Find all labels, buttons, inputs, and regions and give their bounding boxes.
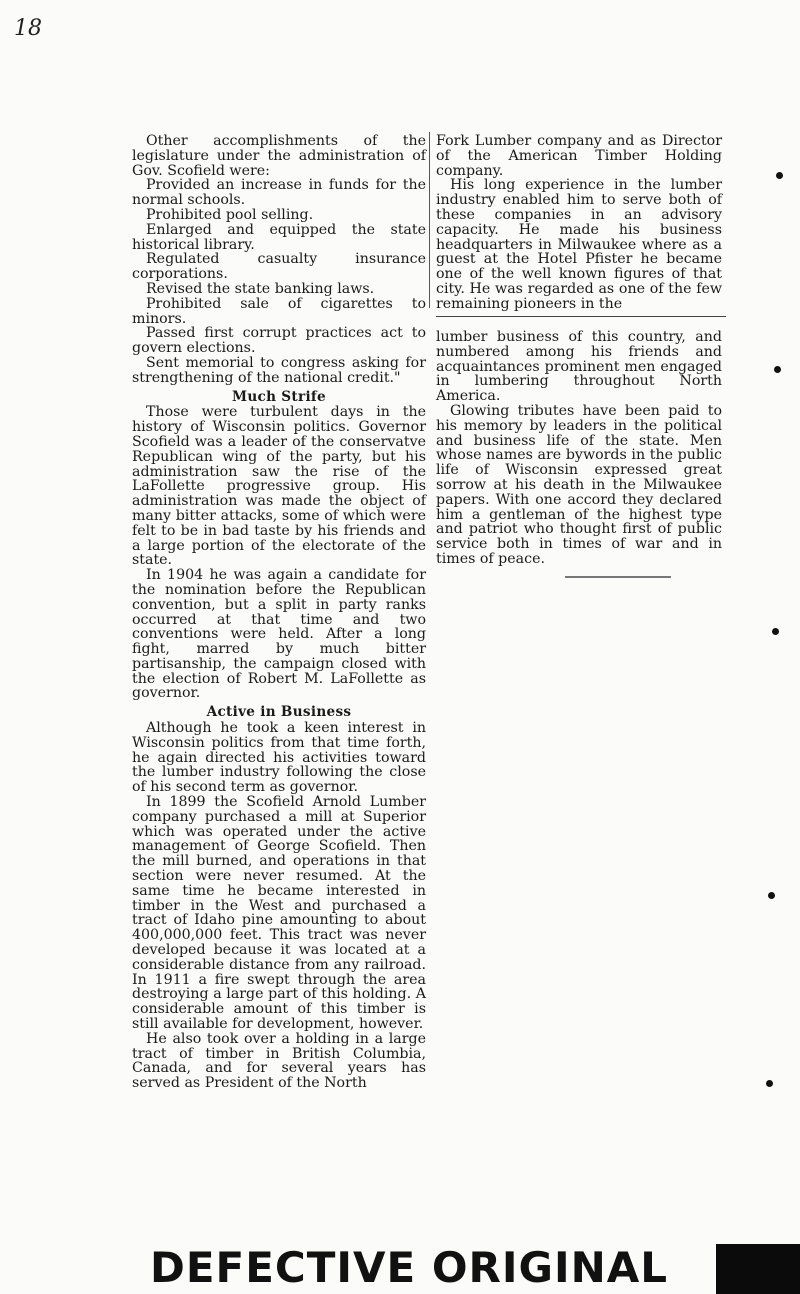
article-paragraph: In 1904 he was again a candidate for the nomination before the Republican convention, but a split in party ranks occurred at that time and two conventions were held. After a long fight, marred by much bitter partisanship, the campaign closed with the election of Robert M. LaFollette as governor. [132, 567, 426, 702]
list-item: Provided an increase in funds for the normal schools. [132, 177, 426, 209]
article-paragraph: Those were turbulent days in the history of Wisconsin politics. Governor Scofield was a leader of the conservatve Republican wing of the party, but his administration saw the rise of the LaFollette progressive group. His administration was made the object of many bitter attacks, some of which were felt to be in bad taste by his friends and a large portion of the electorate of the state. [132, 404, 426, 569]
list-item: Prohibited pool selling. [146, 206, 314, 223]
list-item: Revised the state banking laws. [146, 280, 375, 297]
list-item: Passed first corrupt practices act to govern elections. [132, 325, 426, 357]
list-item: Regulated casualty insurance corporations. [132, 251, 426, 283]
article-paragraph: Although he took a keen interest in Wisconsin politics from that time forth, he again directed his activities toward the lumber industry following the close of his second term as governor. [132, 720, 426, 796]
column-divider [429, 132, 430, 308]
article-column-left [132, 134, 426, 1091]
ink-speck [772, 628, 779, 635]
article-column-right-bottom [436, 330, 722, 567]
article-paragraph: Fork Lumber company and as Director of the American Timber Holding company. [436, 133, 722, 179]
subheading-active-in-business: Active in Business [206, 704, 352, 721]
list-item: Prohibited sale of cigarettes to minors. [132, 295, 426, 327]
stamp-black-block [716, 1244, 800, 1294]
end-rule [565, 576, 671, 578]
page-number: 18 [14, 16, 42, 41]
ink-speck [776, 172, 783, 179]
article-paragraph: In 1899 the Scofield Arnold Lumber company purchased a mill at Superior which was operated under the active management of George Scofield. Then the mill burned, and operations in that section were never resumed. At the same time he became interested in timber in the West and purchased a tract of Idaho pine amounting to about 400,000,000 feet. This tract was never developed because it was located at a considerable distance from any railroad. In 1911 a fire swept through the area destroying a large part of this holding. A considerable amount of this timber is still available for development, however. [132, 794, 426, 1033]
article-paragraph: He also took over a holding in a large tract of timber in British Columbia, Canada, and for several years has served as President of the North [132, 1030, 426, 1092]
article-paragraph: His long experience in the lumber industry enabled him to serve both of these companies in an advisory capacity. He made his business headquarters in Milwaukee where as a guest at the Hotel Pfister he became one of the well known figures of that city. He was regarded as one of the few remaining pioneers in the [436, 177, 722, 312]
ink-speck [774, 366, 781, 373]
ink-speck [766, 1080, 773, 1087]
defective-original-stamp: DEFECTIVE ORIGINAL [150, 1243, 669, 1292]
cut-line [436, 316, 726, 317]
article-column-right-top [436, 134, 722, 312]
article-paragraph: Glowing tributes have been paid to his memory by leaders in the political and business life of the state. Men whose names are bywords in the public life of Wisconsin expressed great sorrow at his death in the Milwaukee papers. With one accord they declared him a gentleman of the highest type and patriot who thought first of public service both in times of war and in times of peace. [436, 402, 722, 567]
list-item: Enlarged and equipped the state historical library. [132, 221, 426, 253]
article-paragraph: Other accomplishments of the legislature under the administration of Gov. Scofield were: [132, 133, 426, 179]
list-item: Sent memorial to congress asking for strengthening of the national credit." [132, 354, 426, 386]
article-paragraph: lumber business of this country, and numbered among his friends and acquaintances prominent men engaged in lumbering throughout North America. [436, 329, 722, 405]
ink-speck [768, 892, 775, 899]
subheading-much-strife: Much Strife [231, 388, 327, 405]
